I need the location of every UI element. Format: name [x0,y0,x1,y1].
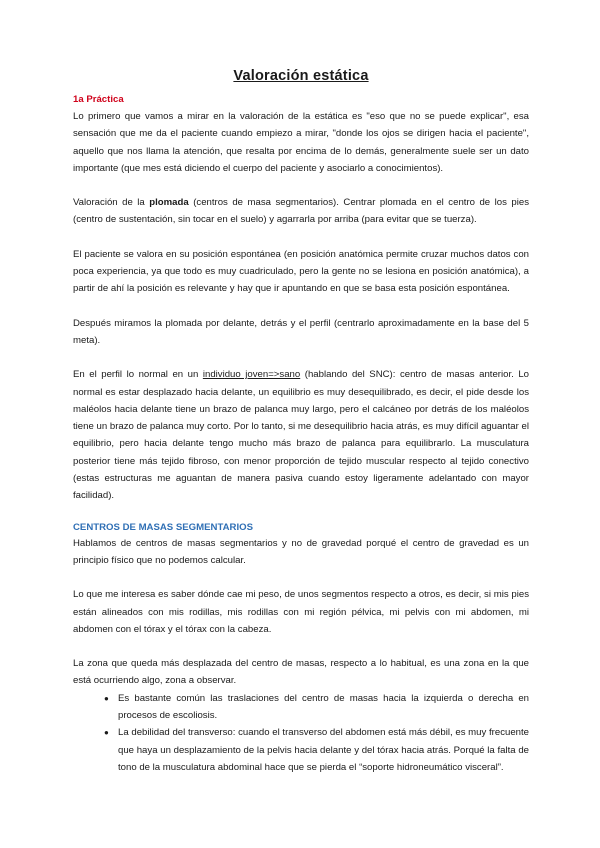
bullet-icon: ● [104,728,109,738]
paragraph-2 [73,194,529,229]
section-heading-practica: 1a Práctica [73,94,124,105]
individuo-joven-underlined: individuo joven=>sano [202,369,301,381]
paragraph-6: Hablamos de centros de masas segmentarios y no de gravedad porqué el centro de gravedad es un principio físico que no podemos calcular. [73,537,529,566]
bullet-icon: ● [104,693,109,703]
paragraph-5-start: En el perfil lo normal en un [73,369,203,381]
list-item [104,724,529,776]
paragraph-3: El paciente se valora en su posición espontánea (en posición anatómica permite cruzar muchos datos con poca experiencia, ya que todo es muy cuadriculado, pero la gente no se lesiona en posición anatómica), a partir de ahí la posición es relevante y hay que ir apuntando en que se basa esta posición espontánea. [73,248,529,295]
paragraph-4: Después miramos la plomada por delante, detrás y el perfil (centrarlo aproximadamente en la base del 5 meta). [73,317,529,346]
paragraph-7: Lo que me interesa es saber dónde cae mi peso, de unos segmentos respecto a otros, es decir, si mis pies están alineados con mis rodillas, mis rodillas con mi región pélvica, mi pelvis con mi abdomen, mi abdomen con el tórax y el tórax con la cabeza. [73,589,529,635]
bullet-list [73,690,529,776]
paragraph-5 [73,366,529,504]
document-page [73,68,529,776]
section-heading-centros: CENTROS DE MASAS SEGMENTARIOS [73,521,253,533]
plomada-bold: plomada [149,197,189,209]
paragraph-2-end: (centros de masa segmentarios). Centrar plomada en el centro de los pies (centro de sustentación, sin tocar en el suelo) y agarrarla por arriba (para evitar que se tuerza). [73,197,529,226]
list-item-text: Es bastante común las traslaciones del centro de masas hacia la izquierda o derecha en procesos de escoliosis. [118,692,529,722]
paragraph-8: La zona que queda más desplazada del centro de masas, respecto a lo habitual, es una zona en la que está ocurriendo algo, zona a observar. [73,658,529,687]
document-title: Valoración estática [233,68,369,84]
paragraph-5-end: (hablando del SNC): centro de masas anterior. Lo normal es estar desplazado hacia delante, un equilibrio es muy desequilibrado, es decir, el pide desde los maléolos hacia delante tiene un brazo de palanca muy largo, pero el calcáneo por detrás de los maléolos tiene un brazo de palanca muy corto. Por lo tanto, si me desequilibrio hacia atrás, es muy difícil aguantar el equilibrio, pero hacia delante tengo mucho más brazo de palanca para equilibrarlo. La musculatura posterior tiene más tejido fibroso, con menor proporción de tejido muscular respecto al tejido conectivo (estas estructuras me aguantan de manera pasiva cuando estoy ligeramente adelantado con mayor facilidad). [73,369,529,502]
paragraph-1: Lo primero que vamos a mirar en la valoración de la estática es "eso que no se puede explicar", esa sensación que me da el paciente cuando empiezo a mirar, "donde los ojos se dirigen hacia el paciente", aquello que nos llama la atención, que resalta por encima de lo demás, generalmente suele ser un dato importante (que mes está diciendo el cuerpo del paciente y asociarlo a conocimientos). [73,111,529,174]
list-item-text: La debilidad del transverso: cuando el transverso del abdomen está más débil, es muy frecuente que haya un desplazamiento de la pelvis hacia delante y del tórax hacia atrás. Porqué la falta de tono de la musculatura abdominal hace que se pierda el “soporte hidroneumático visceral”. [118,727,529,773]
paragraph-2-start: Valoración de la [73,197,150,209]
list-item [104,690,529,725]
